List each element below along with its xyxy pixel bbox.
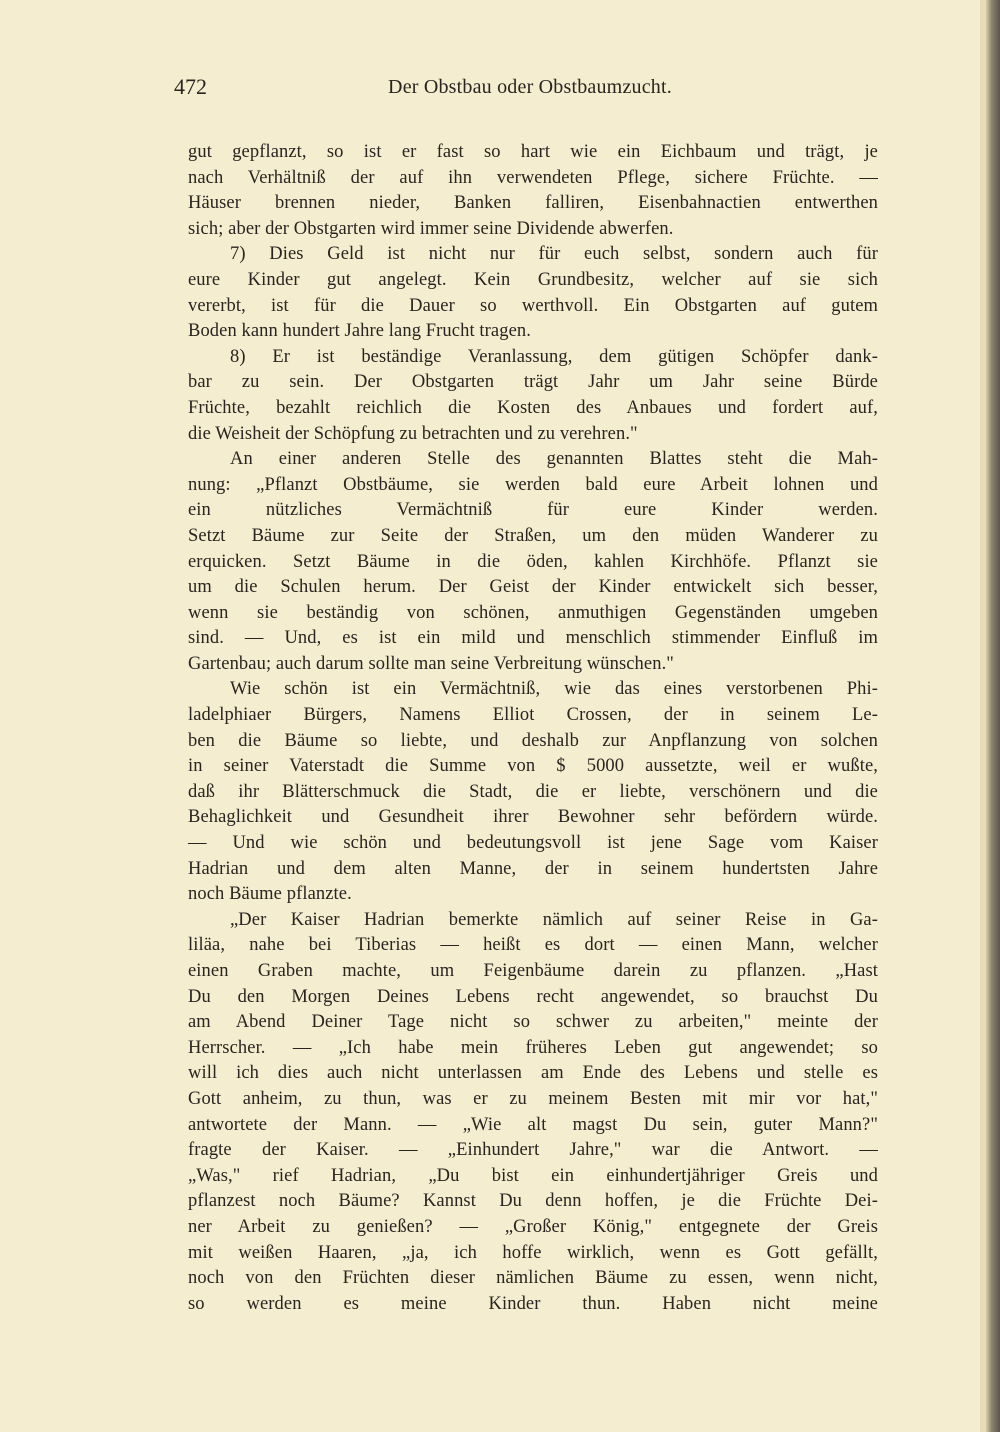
- text-line: so werden es meine Kinder thun. Haben nicht meine: [188, 1293, 878, 1314]
- text-line: vererbt, ist für die Dauer so werthvoll. Ein Obstgarten auf gutem: [188, 295, 878, 316]
- text-line: bar zu sein. Der Obstgarten trägt Jahr um Jahr seine Bürde: [188, 372, 878, 393]
- text-line: ein nützliches Vermächtniß für eure Kinder werden.: [188, 500, 878, 521]
- text-line: antwortete der Mann. — „Wie alt magst Du sein, guter Mann?": [188, 1114, 878, 1135]
- page-number: 472: [174, 74, 207, 99]
- text-line: mit weißen Haaren, „ja, ich hoffe wirklich, wenn es Gott gefällt,: [188, 1242, 878, 1263]
- text-line: „Was," rief Hadrian, „Du bist ein einhundertjähriger Greis und: [188, 1165, 878, 1186]
- text-line: Boden kann hundert Jahre lang Frucht tragen.: [188, 321, 531, 342]
- text-line: wenn sie beständig von schönen, anmuthigen Gegenständen umgeben: [188, 602, 878, 623]
- text-line: Gott anheim, zu thun, was er zu meinem Besten mit mir vor hat,": [188, 1088, 878, 1109]
- text-line: An einer anderen Stelle des genannten Blattes steht die Mah-: [230, 449, 878, 470]
- text-line: Wie schön ist ein Vermächtniß, wie das eines verstorbenen Phi-: [230, 679, 878, 700]
- text-line: noch Bäume pflanzte.: [188, 884, 352, 905]
- text-line: fragte der Kaiser. — „Einhundert Jahre," war die Antwort. —: [188, 1140, 878, 1161]
- text-line: nung: „Pflanzt Obstbäume, sie werden bald eure Arbeit lohnen und: [188, 474, 878, 495]
- text-line: Häuser brennen nieder, Banken falliren, Eisenbahnactien entwerthen: [188, 193, 878, 214]
- text-line: Du den Morgen Deines Lebens recht angewendet, so brauchst Du: [188, 986, 878, 1007]
- text-line: noch von den Früchten dieser nämlichen Bäume zu essen, wenn nicht,: [188, 1268, 878, 1289]
- text-line: Früchte, bezahlt reichlich die Kosten des Anbaues und fordert auf,: [188, 397, 878, 418]
- text-line: ner Arbeit zu genießen? — „Großer König," entgegnete der Greis: [188, 1216, 878, 1237]
- running-title: Der Obstbau oder Obstbaumzucht.: [388, 76, 672, 98]
- text-line: Herrscher. — „Ich habe mein früheres Leben gut angewendet; so: [188, 1037, 878, 1058]
- text-line: einen Graben machte, um Feigenbäume darein zu pflanzen. „Hast: [188, 961, 878, 981]
- page-edge: [986, 0, 1000, 1432]
- text-line: ladelphiaer Bürgers, Namens Elliot Crossen, der in seinem Le-: [188, 705, 878, 726]
- text-line: Behaglichkeit und Gesundheit ihrer Bewohner sehr befördern würde.: [188, 807, 878, 828]
- text-line: — Und wie schön und bedeutungsvoll ist jene Sage vom Kaiser: [188, 833, 878, 854]
- text-line: Gartenbau; auch darum sollte man seine Verbreitung wünschen.": [188, 653, 674, 674]
- text-line: sind. — Und, es ist ein mild und menschlich stimmender Einfluß im: [188, 628, 878, 649]
- text-line: daß ihr Blätterschmuck die Stadt, die er liebte, verschönern und die: [188, 781, 878, 802]
- text-line: um die Schulen herum. Der Geist der Kinder entwickelt sich besser,: [188, 577, 878, 598]
- text-line: 7) Dies Geld ist nicht nur für euch selbst, sondern auch für: [230, 244, 878, 265]
- text-line: in seiner Vaterstadt die Summe von $ 5000 aussetzte, weil er wußte,: [188, 756, 878, 777]
- text-line: gut gepflanzt, so ist er fast so hart wie ein Eichbaum und trägt, je: [188, 142, 878, 162]
- text-line: eure Kinder gut angelegt. Kein Grundbesitz, welcher auf sie sich: [188, 269, 878, 290]
- text-line: Hadrian und dem alten Manne, der in seinem hundertsten Jahre: [188, 858, 878, 879]
- text-line: pflanzest noch Bäume? Kannst Du denn hoffen, je die Früchte Dei-: [188, 1191, 878, 1212]
- body-text: [188, 140, 878, 1317]
- text-line: sich; aber der Obstgarten wird immer seine Dividende abwerfen.: [188, 218, 674, 239]
- text-line: nach Verhältniß der auf ihn verwendeten Pflege, sichere Früchte. —: [188, 167, 878, 188]
- text-line: ben die Bäume so liebte, und deshalb zur Anpflanzung von solchen: [188, 730, 878, 751]
- text-line: will ich dies auch nicht unterlassen am Ende des Lebens und stelle es: [188, 1063, 878, 1084]
- text-line: Setzt Bäume zur Seite der Straßen, um den müden Wanderer zu: [188, 525, 878, 546]
- text-line: „Der Kaiser Hadrian bemerkte nämlich auf seiner Reise in Ga-: [230, 909, 878, 930]
- text-line: die Weisheit der Schöpfung zu betrachten und zu verehren.": [188, 423, 638, 444]
- text-line: erquicken. Setzt Bäume in die öden, kahlen Kirchhöfe. Pflanzt sie: [188, 551, 878, 572]
- text-line: 8) Er ist beständige Veranlassung, dem gütigen Schöpfer dank-: [230, 346, 878, 367]
- text-line: am Abend Deiner Tage nicht so schwer zu arbeiten," meinte der: [188, 1012, 878, 1033]
- text-line: liläa, nahe bei Tiberias — heißt es dort — einen Mann, welcher: [188, 935, 878, 956]
